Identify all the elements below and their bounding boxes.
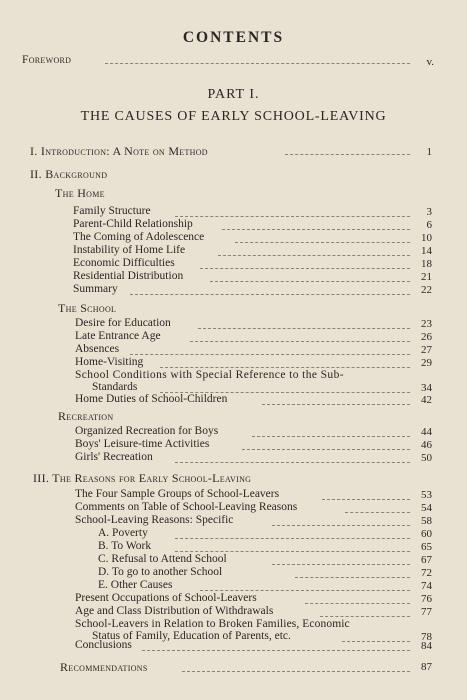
toc-page: 76 bbox=[421, 593, 432, 605]
leader-dots bbox=[200, 589, 410, 591]
toc-entry: The Coming of Adolescence bbox=[73, 231, 205, 243]
toc-section-introduction: I. Introduction: A Note on Method bbox=[30, 144, 208, 158]
part-title: THE CAUSES OF EARLY SCHOOL-LEAVING bbox=[80, 109, 387, 124]
toc-page: 3 bbox=[426, 206, 432, 218]
toc-entry: Summary bbox=[73, 283, 118, 295]
leader-dots bbox=[175, 550, 410, 552]
toc-page: 78 bbox=[421, 631, 432, 643]
toc-entry: Girls' Recreation bbox=[75, 451, 153, 463]
leader-dots bbox=[235, 241, 410, 243]
leader-dots bbox=[262, 403, 410, 405]
toc-section-reasons: III. The Reasons for Early School-Leaving bbox=[33, 471, 252, 485]
toc-entry: Absences bbox=[75, 343, 120, 355]
leader-dots bbox=[222, 228, 410, 230]
toc-subheading-home: The Home bbox=[55, 186, 105, 200]
leader-dots bbox=[130, 293, 410, 295]
toc-entry: Family Structure bbox=[73, 205, 151, 217]
leader-dots bbox=[210, 280, 410, 282]
toc-page: 23 bbox=[421, 318, 432, 330]
leader-dots bbox=[322, 498, 410, 500]
toc-page: 21 bbox=[421, 271, 432, 283]
toc-entry: B. To Work bbox=[98, 540, 152, 552]
part-label: PART I. bbox=[207, 87, 260, 102]
toc-page: 74 bbox=[421, 580, 432, 592]
toc-subheading-school: The School bbox=[58, 301, 117, 315]
leader-dots bbox=[160, 366, 410, 368]
toc-page: 46 bbox=[421, 439, 432, 451]
leader-dots bbox=[190, 340, 410, 342]
page-title: CONTENTS bbox=[182, 29, 285, 46]
toc-page: 29 bbox=[421, 357, 432, 369]
leader-dots bbox=[342, 640, 410, 642]
toc-page: 1 bbox=[426, 146, 432, 158]
leader-dots bbox=[295, 576, 410, 578]
toc-entry: The Four Sample Groups of School-Leavers bbox=[75, 488, 280, 500]
leader-dots bbox=[105, 62, 410, 64]
toc-entry: Present Occupations of School-Leavers bbox=[75, 592, 257, 604]
toc-entry: D. To go to another School bbox=[98, 566, 223, 578]
toc-entry: Comments on Table of School-Leaving Reasons bbox=[75, 501, 298, 513]
leader-dots bbox=[175, 537, 410, 539]
leader-dots bbox=[305, 602, 410, 604]
leader-dots bbox=[272, 524, 410, 526]
toc-entry: Parent-Child Relationship bbox=[73, 218, 193, 230]
toc-entry: Instability of Home Life bbox=[73, 244, 186, 256]
toc-page: 10 bbox=[421, 232, 432, 244]
toc-entry: E. Other Causes bbox=[98, 579, 173, 591]
toc-entry: Economic Difficulties bbox=[73, 257, 175, 269]
leader-dots bbox=[142, 649, 410, 651]
toc-entry-continued: Status of Family, Education of Parents, etc. bbox=[92, 630, 291, 642]
toc-entry: School-Leavers in Relation to Broken Families, Economic bbox=[75, 618, 350, 630]
toc-page: 54 bbox=[421, 502, 432, 514]
leader-dots bbox=[320, 615, 410, 617]
toc-entry: Residential Distribution bbox=[73, 270, 184, 282]
toc-page: 65 bbox=[421, 541, 432, 553]
leader-dots bbox=[200, 267, 410, 269]
toc-entry: Organized Recreation for Boys bbox=[75, 425, 219, 437]
toc-page: 6 bbox=[426, 219, 432, 231]
toc-page: 53 bbox=[421, 489, 432, 501]
toc-section-background: II. Background bbox=[30, 167, 108, 181]
leader-dots bbox=[175, 461, 410, 463]
toc-page: 72 bbox=[421, 567, 432, 579]
toc-page: 27 bbox=[421, 344, 432, 356]
toc-entry: Home Duties of School-Children bbox=[75, 393, 228, 405]
toc-page: 34 bbox=[421, 382, 432, 394]
toc-page: 18 bbox=[421, 258, 432, 270]
toc-page: 50 bbox=[421, 452, 432, 464]
toc-page: 77 bbox=[421, 606, 432, 618]
toc-page: 14 bbox=[421, 245, 432, 257]
foreword-page: v. bbox=[426, 56, 434, 68]
toc-section-recommendations: Recommendations bbox=[60, 660, 148, 674]
leader-dots bbox=[130, 353, 410, 355]
toc-page: 22 bbox=[421, 284, 432, 296]
leader-dots bbox=[345, 511, 410, 513]
leader-dots bbox=[198, 327, 410, 329]
toc-page: 58 bbox=[421, 515, 432, 527]
toc-entry: Home-Visiting bbox=[75, 356, 144, 368]
toc-page: 60 bbox=[421, 528, 432, 540]
toc-page: 87 bbox=[421, 661, 432, 673]
toc-page: 67 bbox=[421, 554, 432, 566]
leader-dots bbox=[285, 153, 410, 155]
toc-entry-continued: Standards bbox=[92, 381, 138, 393]
leader-dots bbox=[182, 670, 410, 672]
leader-dots bbox=[218, 254, 410, 256]
leader-dots bbox=[252, 435, 410, 437]
foreword-label: Foreword bbox=[22, 54, 72, 66]
toc-entry: Conclusions bbox=[75, 639, 132, 651]
toc-entry: Boys' Leisure-time Activities bbox=[75, 438, 210, 450]
toc-page: 26 bbox=[421, 331, 432, 343]
toc-page: 42 bbox=[421, 394, 432, 406]
toc-subheading-recreation: Recreation bbox=[58, 409, 114, 423]
leader-dots bbox=[272, 563, 410, 565]
leader-dots bbox=[242, 448, 410, 450]
toc-entry: Late Entrance Age bbox=[75, 330, 161, 342]
toc-entry: Age and Class Distribution of Withdrawals bbox=[75, 605, 274, 617]
toc-entry: School Conditions with Special Reference to the Sub- bbox=[75, 369, 344, 381]
toc-entry: Desire for Education bbox=[75, 317, 171, 329]
toc-page: 84 bbox=[421, 640, 432, 652]
toc-page: 44 bbox=[421, 426, 432, 438]
toc-entry: A. Poverty bbox=[98, 527, 148, 539]
leader-dots bbox=[175, 215, 410, 217]
toc-entry: School-Leaving Reasons: Specific bbox=[75, 514, 234, 526]
toc-entry: C. Refusal to Attend School bbox=[98, 553, 227, 565]
